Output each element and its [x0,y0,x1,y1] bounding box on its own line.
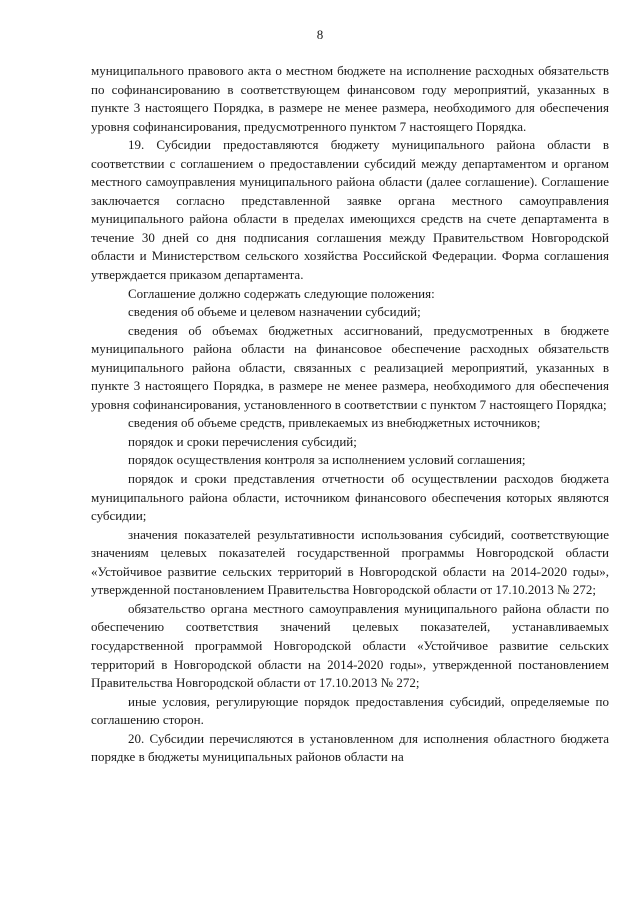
paragraph-clause-19: 19. Субсидии предоставляются бюджету муниципального района области в соответствии с соглашением о предоставлении субсидий между департаментом и органом местного самоуправления муниципального района области (далее соглашение). Соглашение заключается согласно представленной заявке органа местного самоуправления муниципального района области в пределах имеющихся средств на счете департамента в течение 30 дней со дня подписания соглашения между Правительством Новгородской области и Министерством сельского хозяйства Российской Федерации. Форма соглашения утверждается приказом департамента. [91,137,609,283]
list-item: значения показателей результативности использования субсидий, соответствующие значениям целевых показателей государственной программы Новгородской области «Устойчивое развитие сельских территорий в Новгородской области на 2014-2020 годы», утвержденной постановлением Правительства Новгородской области от 17.10.2013 № 272; [91,526,609,598]
list-item: порядок и сроки перечисления субсидий; [128,433,357,449]
paragraph-clause-20: 20. Субсидии перечисляются в установленном для исполнения областного бюджета порядке в бюджеты муниципальных районов области на [91,730,609,765]
list-item: сведения об объемах бюджетных ассигнований, предусмотренных в бюджете муниципального района области на финансовое обеспечение расходных обязательств муниципального района области, связанных с реализацией мероприятий, указанных в пункте 3 настоящего Порядка, в размере не менее размера, необходимого для обеспечения уровня софинансирования, установленного в соответствии с пунктом 7 настоящего Порядка; [91,322,609,412]
list-item: сведения об объеме средств, привлекаемых из внебюджетных источников; [128,415,541,431]
list-item: порядок осуществления контроля за исполнением условий соглашения; [128,452,526,468]
list-item: иные условия, регулирующие порядок предоставления субсидий, определяемые по соглашению сторон. [91,693,609,728]
document-body [91,62,609,767]
paragraph-continuation: муниципального правового акта о местном бюджете на исполнение расходных обязательств по софинансированию в соответствующем финансовом году мероприятий, указанных в пункте 3 настоящего Порядка, в размере не менее размера, необходимого для обеспечения уровня софинансирования, предусмотренного пунктом 7 настоящего Порядка. [91,63,609,134]
list-item: обязательство органа местного самоуправления муниципального района области по обеспечению соответствия значений целевых показателей, устанавливаемых государственной программой Новгородской области «Устойчивое развитие сельских территорий в Новгородской области на 2014-2020 годы», утвержденной постановлением Правительства Новгородской области от 17.10.2013 № 272; [91,600,609,691]
paragraph-agreement-provisions: Соглашение должно содержать следующие положения: [128,285,435,301]
list-item: порядок и сроки представления отчетности об осуществлении расходов бюджета муниципального района области, источником финансового обеспечения которых являются субсидии; [91,471,609,524]
list-item: сведения об объеме и целевом назначении субсидий; [128,304,421,320]
page-number: 8 [316,27,324,42]
